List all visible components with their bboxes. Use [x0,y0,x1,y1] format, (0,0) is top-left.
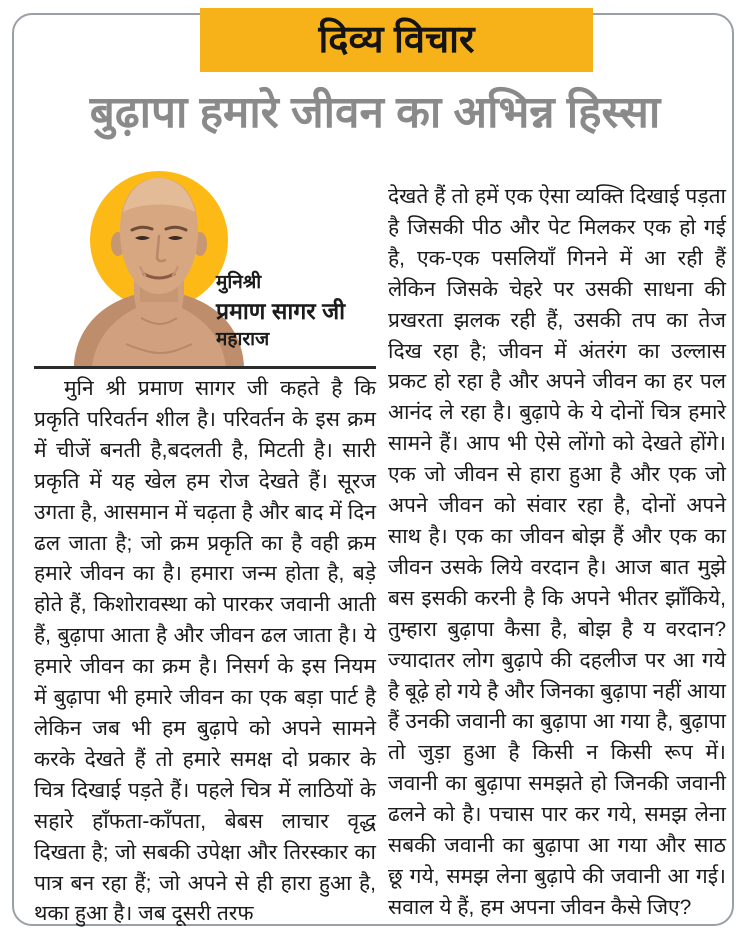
caption-divider-rule [34,366,376,369]
section-banner-label: दिव्य विचार [318,19,475,61]
article-left-column: मुनि श्री प्रमाण सागर जी कहते है कि प्रकृति परिवर्तन शील है। परिवर्तन के इस क्रम में चीजें बनती है,बदलती है, मिटती है। सारी प्रकृति में यह खेल हम रोज देखते हैं। सूरज उगता है, आसमान में चढ़ता है और बाद में दिन ढल जाता है; जो क्रम प्रकृति का है वही क्रम हमारे जीवन का है। हमारा जन्म होता है, बड़े होते हैं, किशोरावस्था को पारकर जवानी आती हैं, बुढ़ापा आता है और जीवन ढल जाता है। ये हमारे जीवन का क्रम है। निसर्ग के इस नियम में बुढ़ापा भी हमारे जीवन का एक बड़ा पार्ट है लेकिन जब भी हम बुढ़ापे को अपने सामने करके देखते हैं तो हमारे समक्ष दो प्रकार के चित्र दिखाई पड़ते हैं। पहले चित्र में लाठियों के सहारे हाँफता-काँपता, बेबस लाचार वृद्ध दिखता है; जो सबकी उपेक्षा और तिरस्कार का पात्र बन रहा हैं; जो अपने से ही हारा हुआ है, थका हुआ है। जब दूसरी तरफ [34,377,376,926]
section-banner [200,8,593,72]
article-right-column: देखते हैं तो हमें एक ऐसा व्यक्ति दिखाई पड़ता है जिसकी पीठ और पेट मिलकर एक हो गई है, एक-एक पसलियाँ गिनने में आ रही हैं लेकिन जिसके चेहरे पर उसकी साधना की प्रखरता झलक रही हैं, उसकी तप का तेज दिख रहा है; जीवन में अंतरंग का उल्लास प्रकट हो रहा है और अपने जीवन का हर पल आनंद ले रहा है। बुढ़ापे के ये दोनों चित्र हमारे सामने हैं। आप भी ऐसे लोंगो को देखते होंगे। एक जो जीवन से हारा हुआ है और एक जो अपने जीवन को संवार रहा है, दोनों अपने साथ है। एक का जीवन बोझ हैं और एक का जीवन उसके लिये वरदान है। आज बात मुझे बस इसकी करनी है कि अपने भीतर झाँकिये, तुम्हारा बुढ़ापा कैसा है, बोझ है य वरदान? ज्यादातर लोग बुढ़ापे की दहलीज पर आ गये है बूढ़े हो गये है और जिनका बुढ़ापा नहीं आया हैं उनकी जवानी का बुढ़ापा आ गया है, बुढ़ापा तो जुड़ा हुआ है किसी न किसी रूप में। जवानी का बुढ़ापा समझते हो जिनकी जवानी ढलने को है। पचास पार कर गये, समझ लेना सबकी जवानी का बुढ़ापा आ गया और साठ छू गये, समझ लेना बुढ़ापे की जवानी आ गई। सवाल ये हैं, हम अपना जीवन कैसे जिए? [388,185,726,919]
author-name: प्रमाण सागर जी [216,298,346,324]
author-caption [216,270,376,353]
article-headline: बुढ़ापा हमारे जीवन का अभिन्न हिस्सा [89,88,661,137]
author-suffix: महाराज [216,329,270,350]
author-photo-block [34,168,376,366]
author-prefix: मुनिश्री [216,272,262,293]
